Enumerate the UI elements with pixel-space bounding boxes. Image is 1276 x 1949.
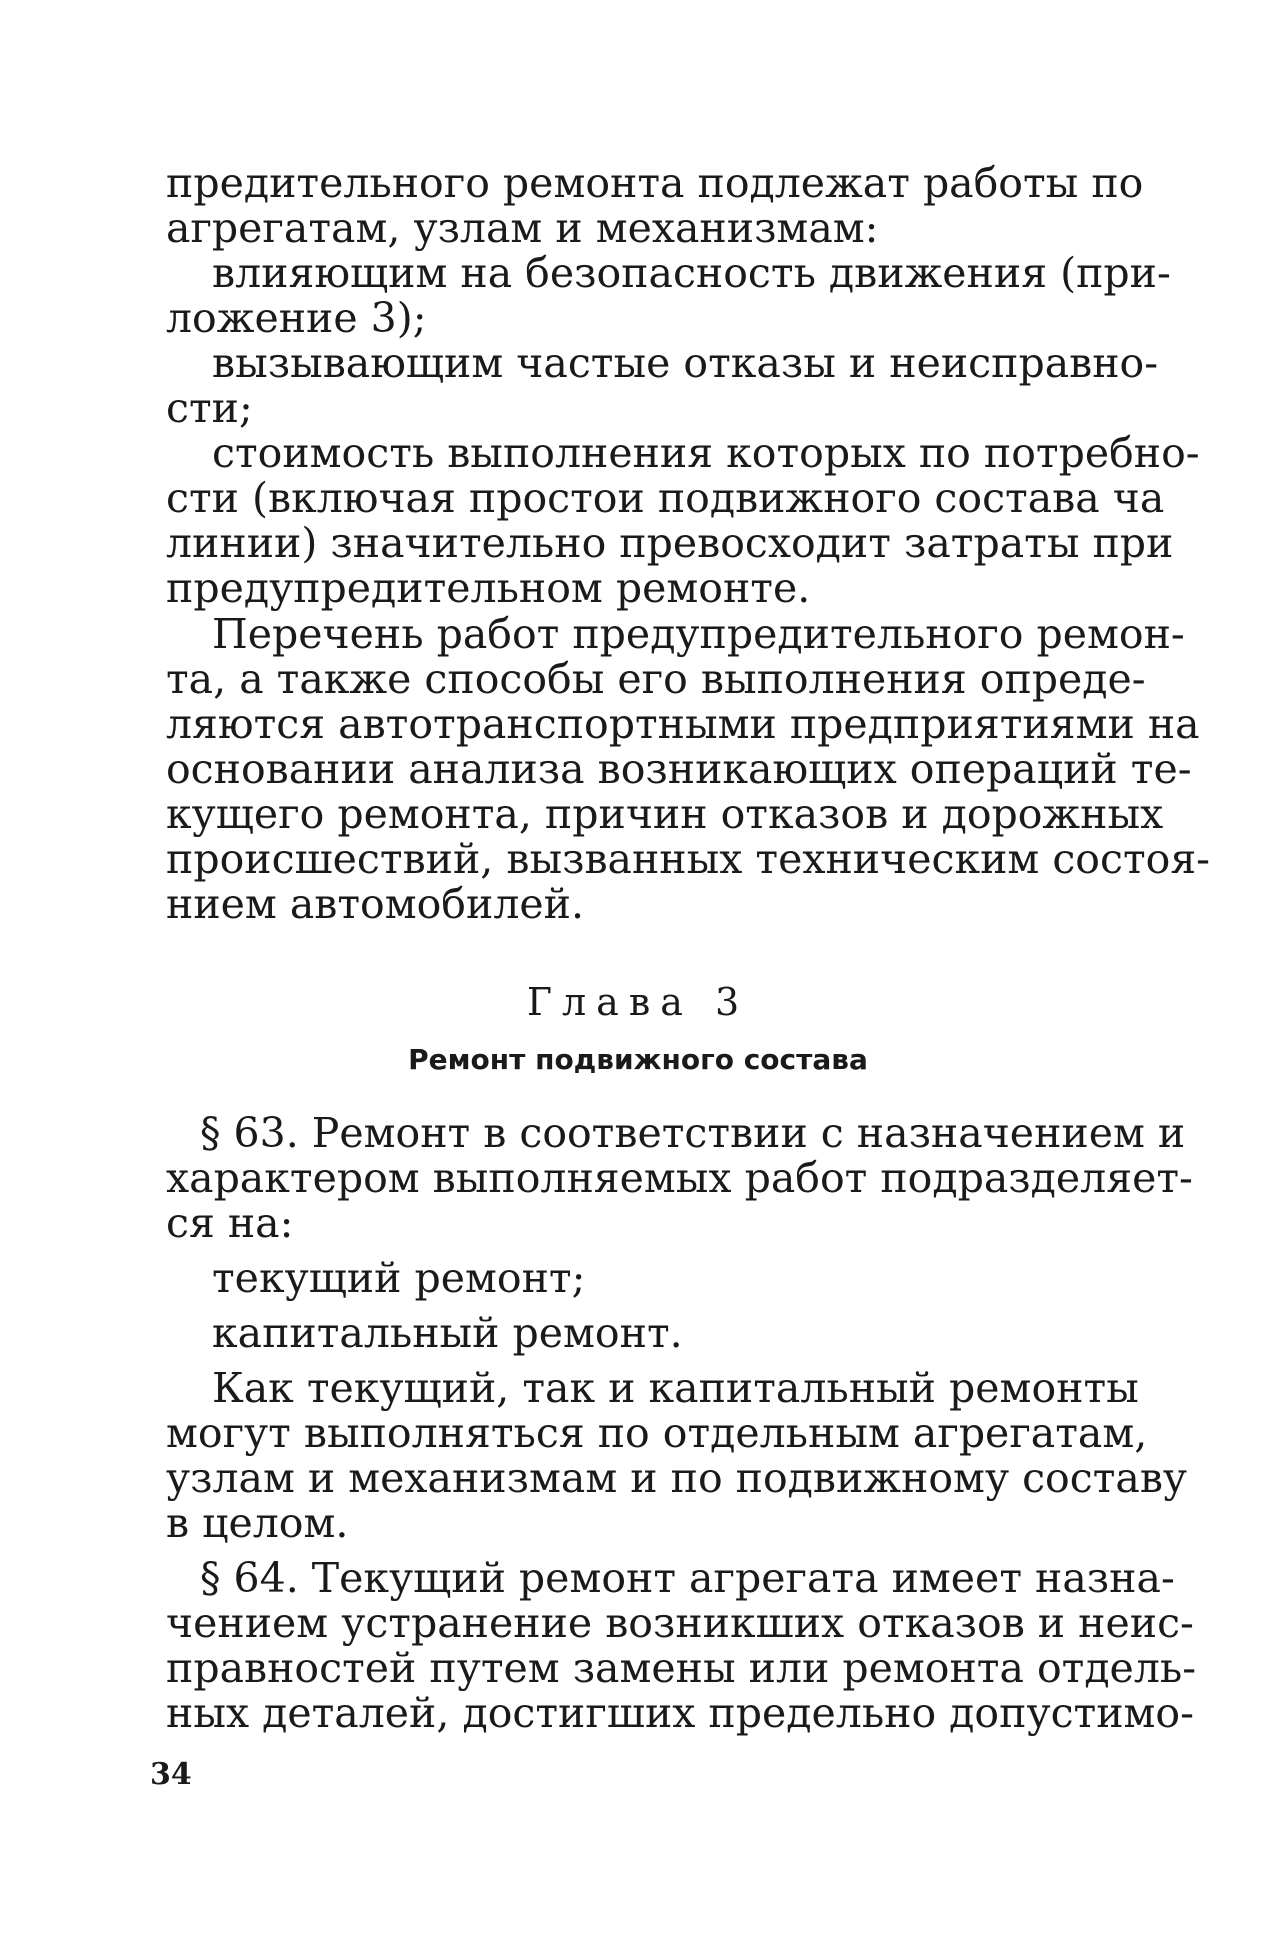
- text-line: в целом.: [166, 1499, 349, 1547]
- text-line: нием автомобилей.: [166, 880, 584, 928]
- chapter-title: Глава 3: [526, 980, 750, 1024]
- text-line: правностей путем замены или ремонта отдель-: [166, 1644, 1197, 1692]
- text-line: предительного ремонта подлежат работы по: [166, 159, 1144, 207]
- text-line: капитальный ремонт.: [212, 1309, 683, 1357]
- text-line: линии) значительно превосходит затраты при: [166, 519, 1174, 567]
- chapter-subtitle: Ремонт подвижного состава: [408, 1043, 868, 1076]
- text-line: агрегатам, узлам и механизмам:: [166, 204, 879, 252]
- text-line: узлам и механизмам и по подвижному составу: [166, 1454, 1188, 1502]
- text-line: предупредительном ремонте.: [166, 564, 811, 612]
- text-line: вызывающим частые отказы и неисправно-: [212, 339, 1159, 387]
- text-line: Перечень работ предупредительного ремон-: [212, 610, 1185, 658]
- text-line: ся на:: [166, 1199, 294, 1247]
- text-line: ляются автотранспортными предприятиями на: [166, 700, 1200, 748]
- page-number: 34: [150, 1757, 192, 1792]
- text-line: Как текущий, так и капитальный ремонты: [212, 1364, 1139, 1412]
- text-line: основании анализа возникающих операций те-: [166, 745, 1192, 793]
- text-line: характером выполняемых работ подразделяет-: [166, 1154, 1193, 1202]
- text-line: сти (включая простои подвижного состава ча: [166, 474, 1165, 522]
- text-line: текущий ремонт;: [212, 1254, 586, 1302]
- text-line: происшествий, вызванных техническим состоя-: [166, 835, 1211, 883]
- text-line: чением устранение возникших отказов и неис-: [166, 1599, 1194, 1647]
- text-line: кущего ремонта, причин отказов и дорожных: [166, 790, 1164, 838]
- text-line: могут выполняться по отдельным агрегатам,: [166, 1409, 1148, 1457]
- text-line: стоимость выполнения которых по потребно-: [212, 429, 1200, 477]
- text-line: та, а также способы его выполнения опреде-: [166, 655, 1146, 703]
- text-line: § 64. Текущий ремонт агрегата имеет назна-: [200, 1554, 1175, 1602]
- text-line: ных деталей, достигших предельно допустимо-: [166, 1689, 1194, 1737]
- text-line: § 63. Ремонт в соответствии с назначением и: [200, 1109, 1186, 1157]
- text-line: сти;: [166, 384, 253, 432]
- text-line: ложение 3);: [166, 294, 427, 342]
- text-line: влияющим на безопасность движения (при-: [212, 249, 1171, 297]
